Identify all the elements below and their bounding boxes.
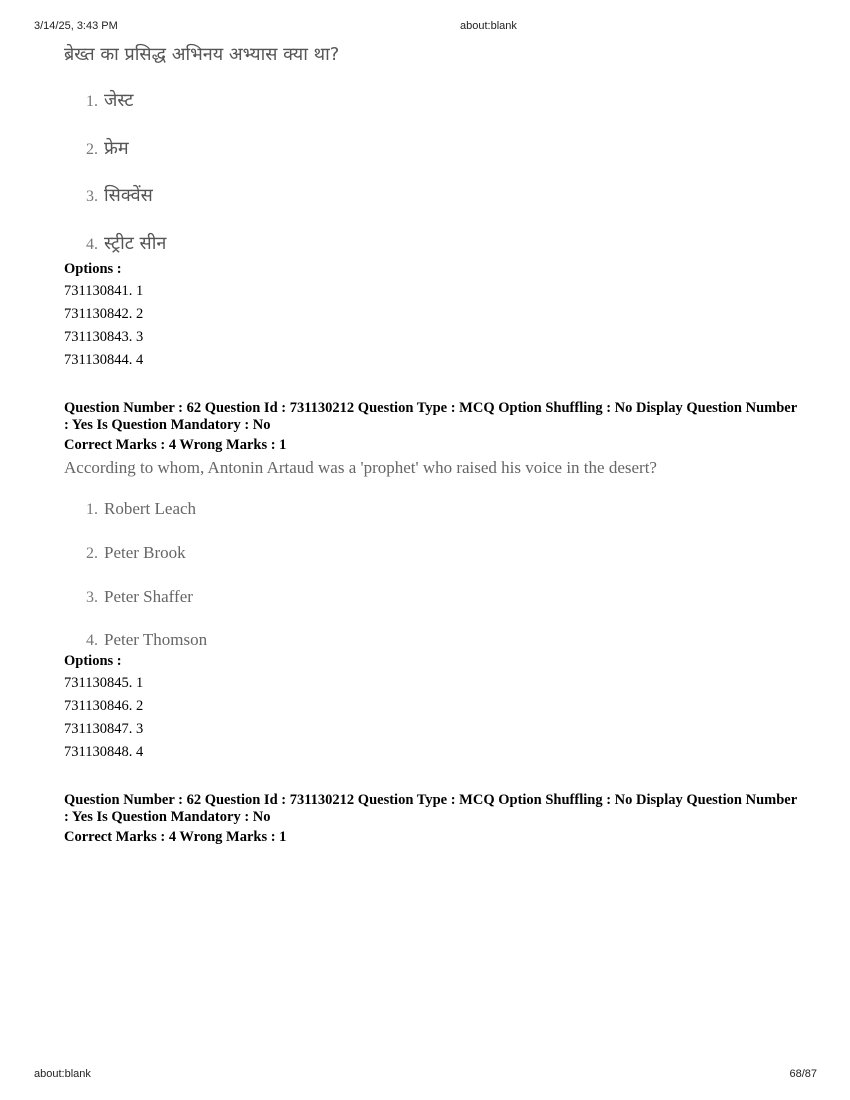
choice-text: Peter Shaffer xyxy=(104,587,193,606)
option-id: 731130843. 3 xyxy=(64,329,144,345)
marks-meta: Correct Marks : 4 Wrong Marks : 1 xyxy=(64,829,287,845)
options-label: Options : xyxy=(64,261,122,277)
choice-number: 4. xyxy=(86,236,98,253)
choice-number: 3. xyxy=(86,188,98,205)
choice-4 xyxy=(86,630,207,650)
choice-text: सिक्वेंस xyxy=(104,185,153,206)
option-id: 731130845. 1 xyxy=(64,675,144,691)
option-id: 731130844. 4 xyxy=(64,352,144,368)
option-id: 731130842. 2 xyxy=(64,306,144,322)
choice-number: 2. xyxy=(86,545,98,562)
choice-number: 2. xyxy=(86,141,98,158)
choice-1 xyxy=(86,88,133,112)
print-footer-url: about:blank xyxy=(34,1068,91,1080)
print-datetime: 3/14/25, 3:43 PM xyxy=(34,20,118,32)
page-number: 68/87 xyxy=(789,1068,817,1080)
options-label: Options : xyxy=(64,653,122,669)
choice-number: 4. xyxy=(86,632,98,649)
choice-2 xyxy=(86,543,186,563)
choice-3 xyxy=(86,587,193,607)
choice-text: Robert Leach xyxy=(104,499,197,518)
choice-number: 1. xyxy=(86,501,98,518)
option-id: 731130848. 4 xyxy=(64,744,144,760)
choice-number: 3. xyxy=(86,589,98,606)
choice-text: फ्रेम xyxy=(104,138,129,159)
question-meta: Question Number : 62 Question Id : 731130212 Question Type : MCQ Option Shuffling : No Display Question Number : Yes Is Question Mandatory : No xyxy=(64,400,797,433)
choice-3 xyxy=(86,183,153,207)
choice-text: Peter Brook xyxy=(104,543,186,562)
choice-number: 1. xyxy=(86,93,98,110)
choice-text: स्ट्रीट सीन xyxy=(104,233,167,254)
option-id: 731130846. 2 xyxy=(64,698,144,714)
question-meta: Question Number : 62 Question Id : 731130212 Question Type : MCQ Option Shuffling : No Display Question Number : Yes Is Question Mandatory : No xyxy=(64,792,797,825)
choice-4 xyxy=(86,231,166,255)
print-url: about:blank xyxy=(460,20,517,32)
choice-1 xyxy=(86,499,196,519)
print-header xyxy=(0,20,850,36)
question-text-hindi: ब्रेख्त का प्रसिद्ध अभिनय अभ्यास क्या था? xyxy=(64,44,340,65)
choice-2 xyxy=(86,136,129,160)
question-text-english: According to whom, Antonin Artaud was a 'prophet' who raised his voice in the desert? xyxy=(64,458,657,477)
option-id: 731130847. 3 xyxy=(64,721,144,737)
option-id: 731130841. 1 xyxy=(64,283,144,299)
print-footer xyxy=(0,1068,850,1084)
marks-meta: Correct Marks : 4 Wrong Marks : 1 xyxy=(64,437,287,453)
choice-text: जेस्ट xyxy=(104,90,134,111)
choice-text: Peter Thomson xyxy=(104,630,208,649)
